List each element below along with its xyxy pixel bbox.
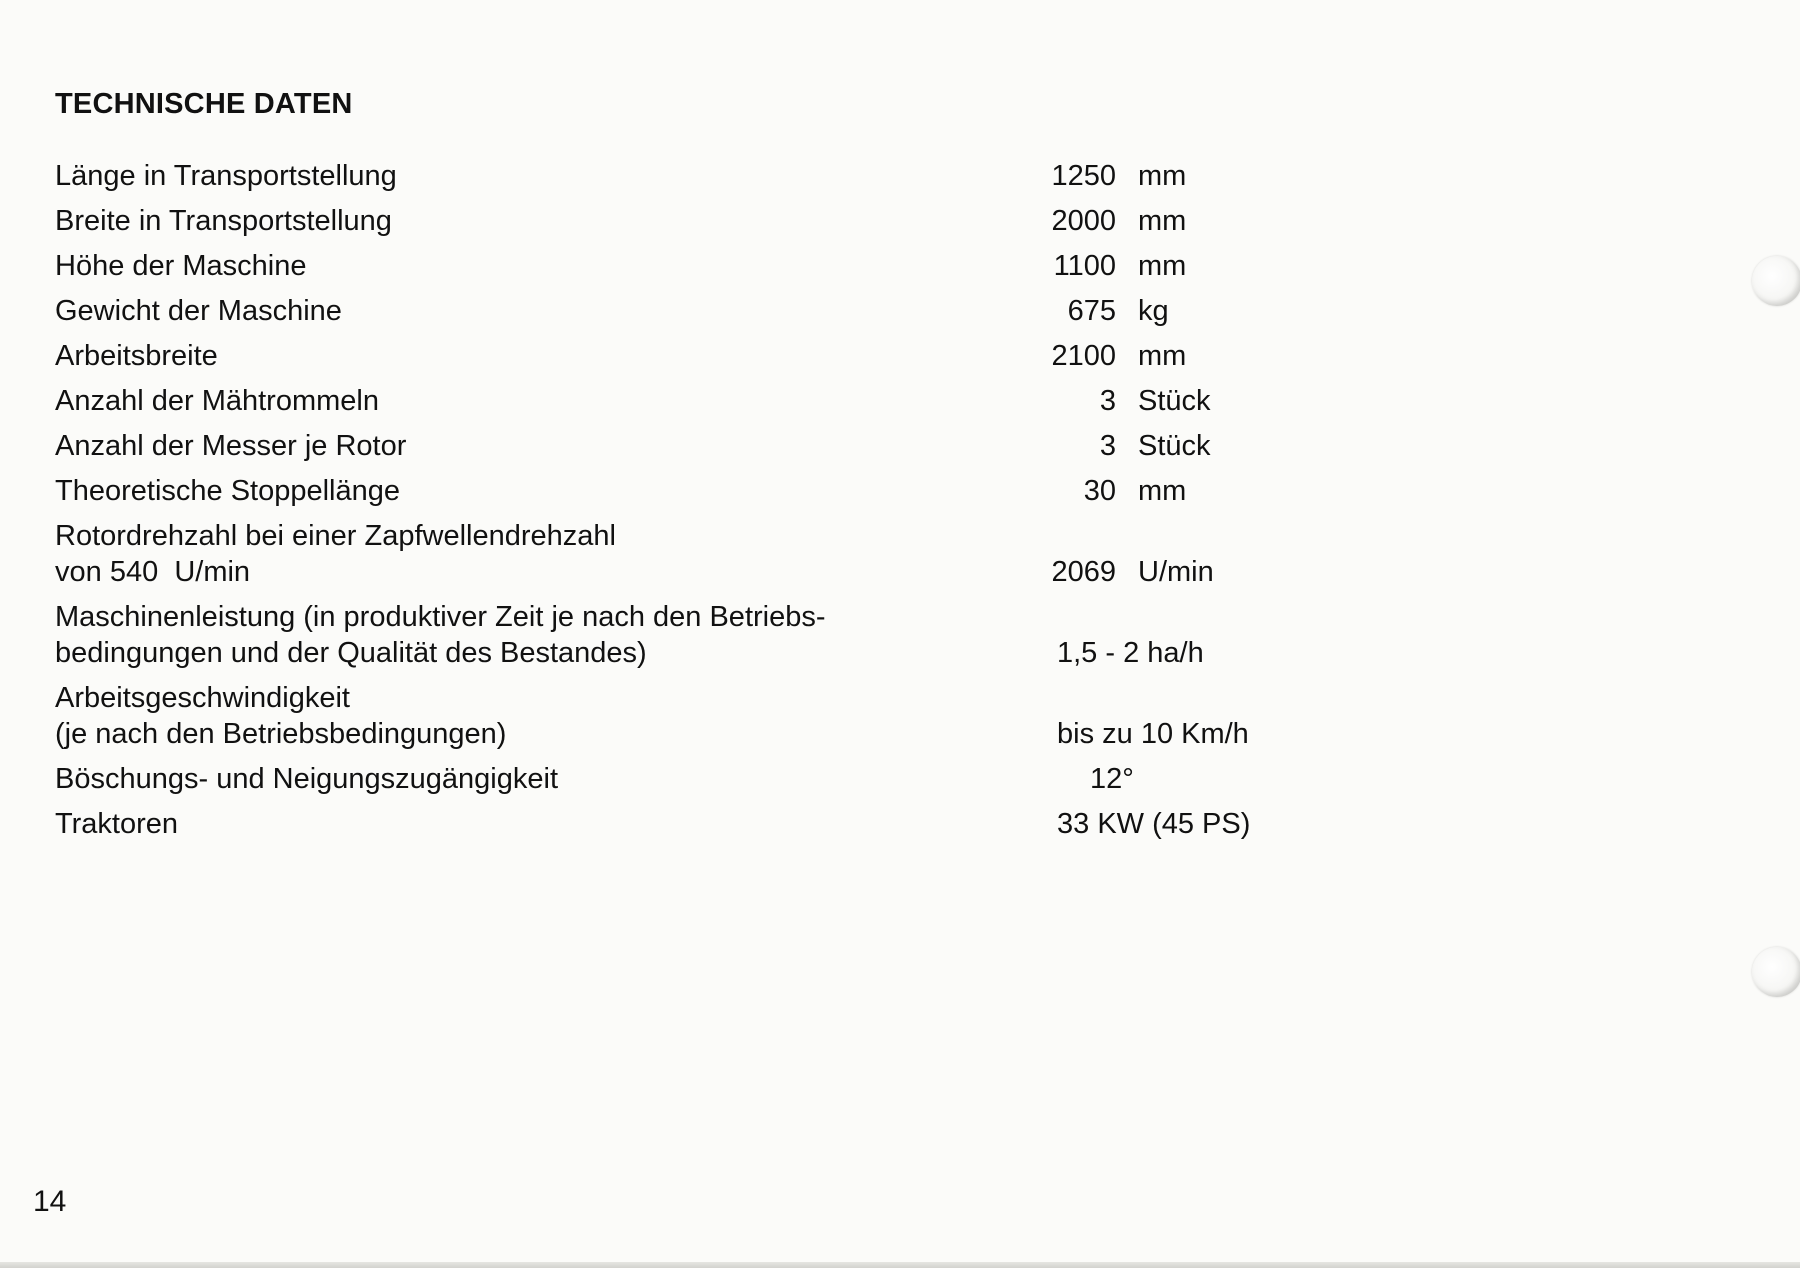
spec-label-line: bedingungen und der Qualität des Bestandes) xyxy=(55,637,647,669)
spec-label xyxy=(55,518,955,590)
spec-label-line: (je nach den Betriebsbedingungen) xyxy=(55,718,507,750)
spec-value-text: 12° xyxy=(1090,763,1134,795)
spec-value xyxy=(996,383,1211,419)
spec-row xyxy=(55,761,1255,797)
spec-label-line: Arbeitsgeschwindigkeit xyxy=(55,682,350,714)
spec-row xyxy=(55,158,1255,194)
spec-number: 2069 xyxy=(1051,556,1116,588)
spec-label xyxy=(55,599,955,671)
spec-label-line: Böschungs- und Neigungszugängigkeit xyxy=(55,763,559,795)
spec-label-line: Rotordrehzahl bei einer Zapfwellendrehzahl xyxy=(55,520,616,552)
spec-row xyxy=(55,383,1255,419)
spec-value xyxy=(996,293,1169,329)
spec-value xyxy=(996,158,1186,194)
punch-hole xyxy=(1752,947,1800,997)
spec-row xyxy=(55,293,1255,329)
spec-value xyxy=(996,554,1214,590)
spec-unit: mm xyxy=(1138,475,1187,507)
spec-label-line: von 540 U/min xyxy=(55,556,251,588)
spec-unit: kg xyxy=(1138,295,1169,327)
punch-hole xyxy=(1752,256,1800,306)
spec-value xyxy=(996,203,1186,239)
spec-label-line: Anzahl der Messer je Rotor xyxy=(55,430,407,462)
spec-value xyxy=(1090,761,1134,797)
spec-label xyxy=(55,680,955,752)
spec-label-line: Höhe der Maschine xyxy=(55,250,307,282)
spec-value-text: bis zu 10 Km/h xyxy=(1057,718,1249,750)
spec-label-line: Länge in Transportstellung xyxy=(55,160,397,192)
spec-value-text: 33 KW (45 PS) xyxy=(1057,808,1251,840)
spec-label xyxy=(55,203,955,239)
spec-label-line: Breite in Transportstellung xyxy=(55,205,392,237)
spec-unit: mm xyxy=(1138,205,1187,237)
spec-value xyxy=(996,473,1186,509)
spec-value xyxy=(1057,635,1204,671)
spec-row xyxy=(55,248,1255,284)
spec-label-line: Traktoren xyxy=(55,808,179,840)
spec-label xyxy=(55,473,955,509)
spec-value-text: 1,5 - 2 ha/h xyxy=(1057,637,1204,669)
spec-label-line: Maschinenleistung (in produktiver Zeit je nach den Betriebs- xyxy=(55,601,826,633)
spec-label-line: Arbeitsbreite xyxy=(55,340,218,372)
spec-value xyxy=(1057,716,1249,752)
spec-table xyxy=(55,158,1255,851)
spec-unit: mm xyxy=(1138,340,1187,372)
spec-row xyxy=(55,338,1255,374)
spec-number: 1250 xyxy=(1051,160,1116,192)
spec-label xyxy=(55,293,955,329)
spec-label xyxy=(55,761,955,797)
spec-number: 3 xyxy=(1099,430,1116,462)
spec-number: 675 xyxy=(1067,295,1116,327)
spec-value xyxy=(996,248,1186,284)
spec-row xyxy=(55,428,1255,464)
spec-unit: U/min xyxy=(1138,556,1214,588)
spec-number: 30 xyxy=(1083,475,1116,507)
page-number: 14 xyxy=(33,1185,67,1218)
spec-unit: Stück xyxy=(1138,430,1211,462)
spec-row xyxy=(55,518,1255,590)
spec-label-line: Anzahl der Mähtrommeln xyxy=(55,385,379,417)
spec-label xyxy=(55,383,955,419)
page-title: TECHNISCHE DATEN xyxy=(55,88,353,120)
spec-number: 2100 xyxy=(1051,340,1116,372)
spec-row xyxy=(55,806,1255,842)
spec-row xyxy=(55,680,1255,752)
spec-label xyxy=(55,158,955,194)
spec-label xyxy=(55,806,955,842)
spec-unit: mm xyxy=(1138,160,1187,192)
spec-label xyxy=(55,428,955,464)
spec-number: 2000 xyxy=(1051,205,1116,237)
spec-row xyxy=(55,599,1255,671)
spec-value xyxy=(1057,806,1250,842)
spec-number: 3 xyxy=(1099,385,1116,417)
spec-value xyxy=(996,338,1186,374)
spec-row xyxy=(55,473,1255,509)
spec-unit: mm xyxy=(1138,250,1187,282)
page-edge xyxy=(0,1262,1800,1268)
spec-row xyxy=(55,203,1255,239)
spec-number: 1100 xyxy=(1053,250,1116,282)
spec-value xyxy=(996,428,1211,464)
spec-label-line: Gewicht der Maschine xyxy=(55,295,342,327)
spec-unit: Stück xyxy=(1138,385,1211,417)
spec-label xyxy=(55,338,955,374)
spec-label-line: Theoretische Stoppellänge xyxy=(55,475,401,507)
spec-label xyxy=(55,248,955,284)
